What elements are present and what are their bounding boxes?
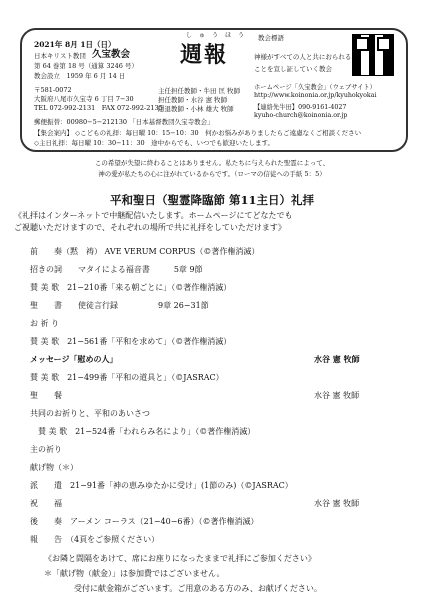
order-item: 聖 餐 [30, 391, 62, 400]
remote-note-line: ご視聴いただけますので、それぞれの場所で共に礼拝をしていただけます》 [14, 223, 286, 232]
order-item: 派 遣 21−91番「神の恵みゆたかに受け」(1節のみ)（©JASRAC） [30, 481, 293, 490]
footer-note: 《お隣と間隔をあけて、席にお座りになったままで礼拝にご参加ください》 [44, 554, 316, 563]
motto-line: ことを宣し証していく教会 [254, 65, 332, 73]
contact-email[interactable]: kyuho-church@koinonia.or.jp [254, 112, 348, 119]
remote-note [14, 210, 412, 236]
intro-verse: 神の愛が私たちの心に注がれているからです。（ローマの信徒への手紙 5：5） [98, 170, 326, 178]
benediction-minister: 水谷 憲 牧師 [314, 499, 360, 508]
order-item: お 祈 り [30, 319, 60, 328]
pastor-assistant: 担任教師・水谷 憲 牧師 [158, 96, 228, 104]
order-item: 後 奏 アーメン コーラス（21−40−6番）（©著作権消滅） [30, 517, 259, 526]
order-item: 賛 美 歌 21−524番「われらみ名により」（©著作権消滅） [30, 427, 256, 436]
order-item: 祝 福 [30, 499, 62, 508]
pastor-retired: 隠退教師・小林 雄大 牧師 [158, 105, 234, 113]
order-item: 招きの詞 マタイによる福音書 5章 9節 [30, 265, 203, 274]
qr-code [352, 34, 394, 76]
pastor-chief: 主任担任教師・牛田 匡 牧師 [158, 87, 241, 95]
order-item: 共同のお祈りと、平和のあいさつ [30, 409, 150, 418]
motto-label: 教会標語 [258, 34, 284, 42]
church-name: 久宝教会 [92, 49, 131, 60]
zip-code: 〒581-0072 [34, 86, 72, 94]
footer-note: 受付に献金箱がございます。ご用意のある方のみ、お献げください。 [74, 584, 322, 593]
order-item: 報 告 （4頁をご参照ください） [30, 535, 160, 544]
meeting-notice: ◇主日礼拝：毎日曜 10：30−11：30 途中からでも、いつでも歓迎いたします。 [34, 139, 275, 147]
order-item-message: メッセージ「慰めの人」 [30, 354, 118, 364]
denomination: 日本キリスト教団 [34, 52, 86, 60]
order-item: 聖 書 使徒言行録 9章 26−31節 [30, 301, 209, 310]
footer-note: ＊「献げ物（献金）」は参加費ではございません。 [44, 569, 225, 578]
motto-line: 神様がすべての人と共におられる [254, 53, 352, 61]
address: 大阪府八尾市久宝寺 6 丁目 7−30 [34, 95, 134, 103]
order-item: 賛 美 歌 21−210番「来る朝ごとに」（©著作権消滅） [30, 283, 232, 292]
bulletin-date: 2021年 8月 1日（日） [34, 40, 116, 49]
phone-fax: TEL 072-992-2131 FAX 072-992-2135 [34, 104, 163, 112]
contact-phone: 【連絡先牛田】090-9161-4027 [254, 104, 347, 111]
meeting-notice: 【集会案内】 ◇こどもの礼拝：毎日曜 10：15−10：30 何かお悩みがありましたらご遠慮なくご相談ください [34, 129, 362, 137]
web-label: ホームページ「久宝教会」（ウェブサイト） [254, 84, 376, 91]
order-item: 前 奏（黙 祷） AVE VERUM CORPUS（©著作権消滅） [30, 247, 260, 256]
remote-note-line: 《礼拝はインターネットで中継配信いたします。ホームページにてどなたでも [14, 211, 293, 220]
order-item: 賛 美 歌 21−499番「平和の道具と」（©JASRAC） [30, 373, 224, 382]
service-title: 平和聖日（聖霊降臨節 第11主日）礼拝 [109, 193, 314, 207]
title-ruby: しゅうほう [186, 32, 252, 39]
intro-verse: この希望が失望に終わることはありません。私たちに与えられた聖霊によって、 [94, 159, 330, 167]
order-item: 献げ物（＊） [30, 463, 78, 472]
volume-number: 第 64 巻第 18 号（通算 3246 号） [34, 62, 138, 70]
founded-date: 教会設立 1959 年 6 月 14 日 [34, 72, 126, 80]
bulletin-title: 週報 [180, 42, 229, 68]
website-link[interactable]: http://www.koinonia.or.jp/kyuhokyokai [254, 92, 377, 99]
order-item: 賛 美 歌 21−561番「平和を求めて」（©著作権消滅） [30, 337, 232, 346]
postal-transfer: 郵便振替：00980−5−212130 「日本基督教団久宝寺教会」 [34, 118, 214, 126]
message-speaker: 水谷 憲 牧師 [314, 354, 360, 364]
communion-minister: 水谷 憲 牧師 [314, 391, 360, 400]
order-item: 主の祈り [30, 445, 62, 454]
